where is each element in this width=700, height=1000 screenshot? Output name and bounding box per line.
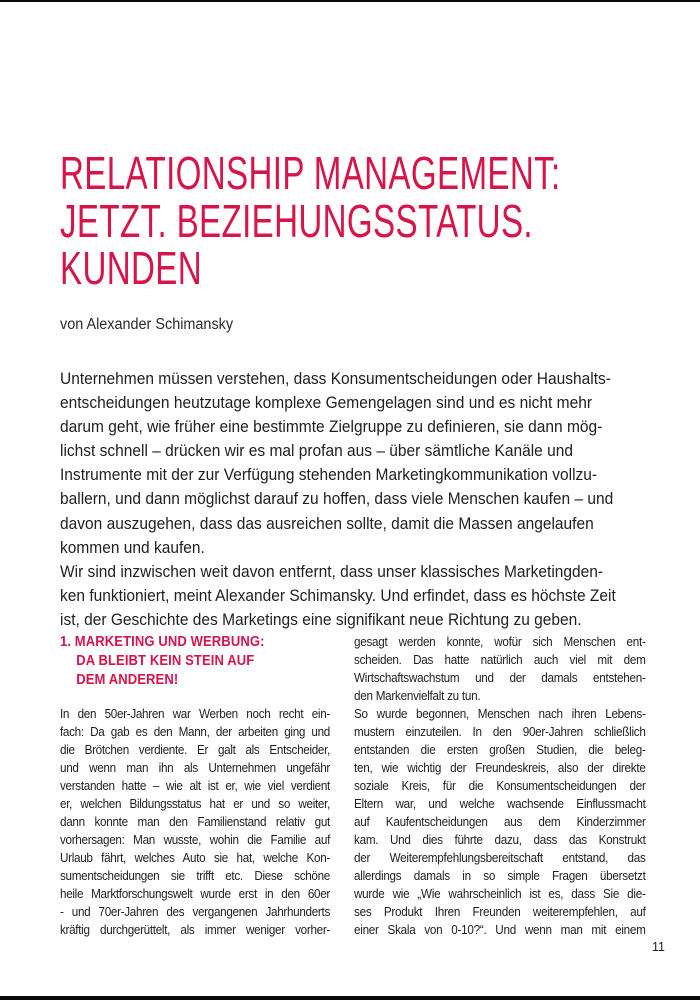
text-line: wurde wie „Wie wahrscheinlich ist es, dass Sie die- [354, 886, 646, 901]
text-line: einer Skala von 0-10?“. Und wenn man mit einem [354, 922, 646, 937]
text-line: RELATIONSHIP MANAGEMENT: [60, 147, 561, 199]
text-line: scheiden. Das hatte natürlich auch viel mit dem [354, 652, 646, 667]
text-line: kam. Und dies führte dazu, dass das Konstrukt [354, 832, 646, 847]
text-line: vorhersagen: Man wusste, wohin die Familie auf [60, 832, 330, 847]
text-line: Urlaub fährt, welches Auto sie hat, welche Kon- [60, 850, 330, 865]
text-line: auf Kaufentscheidungen aus dem Kinderzimmer [354, 814, 646, 829]
page-number: 11 [652, 940, 665, 954]
text-line: dann konnte man den Familienstand relativ gut [60, 814, 330, 829]
text-line: ken funktioniert, meint Alexander Schimansky. Und erfindet, dass es höchste Zeit [60, 586, 616, 605]
intro-paragraph [60, 367, 616, 632]
text-line: ten, wie wichtig der Freundeskreis, also der direkte [354, 760, 646, 775]
section-heading [60, 633, 265, 690]
body-left-column [60, 705, 330, 939]
text-line: - und 70er-Jahren des vergangenen Jahrhunderts [60, 904, 330, 919]
text-line: kräftig durchgerüttelt, als immer weniger vorher- [60, 922, 330, 937]
text-line: Eltern war, und welche wachsende Einflussmacht [354, 796, 646, 811]
text-line: davon auszugehen, dass das ausreichen sollte, damit die Massen angelaufen [60, 514, 594, 533]
text-line: darum geht, wie früher eine bestimmte Zielgruppe zu definieren, sie dann mög- [60, 418, 603, 437]
text-line: JETZT. BEZIEHUNGSSTATUS. [60, 194, 533, 247]
text-line: KUNDEN [60, 242, 203, 294]
text-line: 1. MARKETING UND WERBUNG: [60, 634, 265, 650]
text-line: heile Marktforschungswelt wurde erst in den 60er [60, 886, 330, 901]
text-line: So wurde begonnen, Menschen nach ihren Lebens- [354, 706, 646, 721]
text-line: DA BLEIBT KEIN STEIN AUF [76, 653, 255, 669]
text-line: ist, der Geschichte des Marketings eine signifikant neue Richtung zu geben. [60, 610, 582, 629]
text-line: entscheidungen heutzutage komplexe Gemengelagen sind und es nicht mehr [60, 394, 593, 413]
text-line: den Markenvielfalt zu tun. [354, 688, 481, 703]
text-line: lichst schnell – drücken wir es mal profan aus – über sämtliche Kanäle und [60, 442, 573, 461]
text-line: und wenn man ihn als Unternehmen ungefähr [60, 760, 330, 775]
text-line: allerdings damals in so simple Fragen übersetzt [354, 868, 646, 883]
text-line: mustern einzuteilen. In den 90er-Jahren schließlich [354, 724, 646, 739]
text-line: DEM ANDEREN! [76, 672, 179, 688]
text-line: er, welchen Bildungsstatus hat er und so weiter, [60, 796, 330, 811]
text-line: In den 50er-Jahren war Werben noch recht ein- [60, 706, 330, 721]
text-line: entstanden die ersten großen Studien, die beleg- [354, 742, 646, 757]
text-line: der Weiterempfehlungsbereitschaft entstand, das [354, 850, 646, 865]
text-line: sumentscheidungen sie trifft etc. Diese schöne [60, 868, 330, 883]
text-line: Wirtschaftswachstum und der damals entstehen- [354, 670, 646, 685]
text-line: Instrumente mit der zur Verfügung stehenden Marketingkommunikation vollzu- [60, 466, 598, 485]
body-right-column [354, 633, 646, 939]
text-line: verstanden hatte – wie alt ist er, wie viel verdient [60, 778, 330, 793]
page-top-edge [0, 0, 700, 2]
text-line: fach: Da gab es den Mann, der arbeiten ging und [60, 724, 330, 739]
text-line: gesagt werden konnte, wofür sich Menschen ent- [354, 634, 646, 649]
text-line: kommen und kaufen. [60, 538, 205, 557]
text-line: ses Produkt Ihren Freunden weiterempfehlen, auf [354, 904, 646, 919]
text-line: Wir sind inzwischen weit davon entfernt, dass unser klassisches Marketingden- [60, 562, 604, 581]
article-title [60, 147, 561, 294]
text-line: ballern, und dann möglichst darauf zu hoffen, dass viele Menschen kaufen – und [60, 490, 614, 509]
byline: von Alexander Schimansky [60, 316, 234, 333]
text-line: Unternehmen müssen verstehen, dass Konsumentscheidungen oder Haushalts- [60, 370, 611, 388]
text-line: die Brötchen verdiente. Er galt als Entscheider, [60, 742, 330, 757]
page-bottom-edge [0, 996, 700, 1000]
text-line: soziale Kreis, für die Konsumentscheidungen der [354, 778, 646, 793]
